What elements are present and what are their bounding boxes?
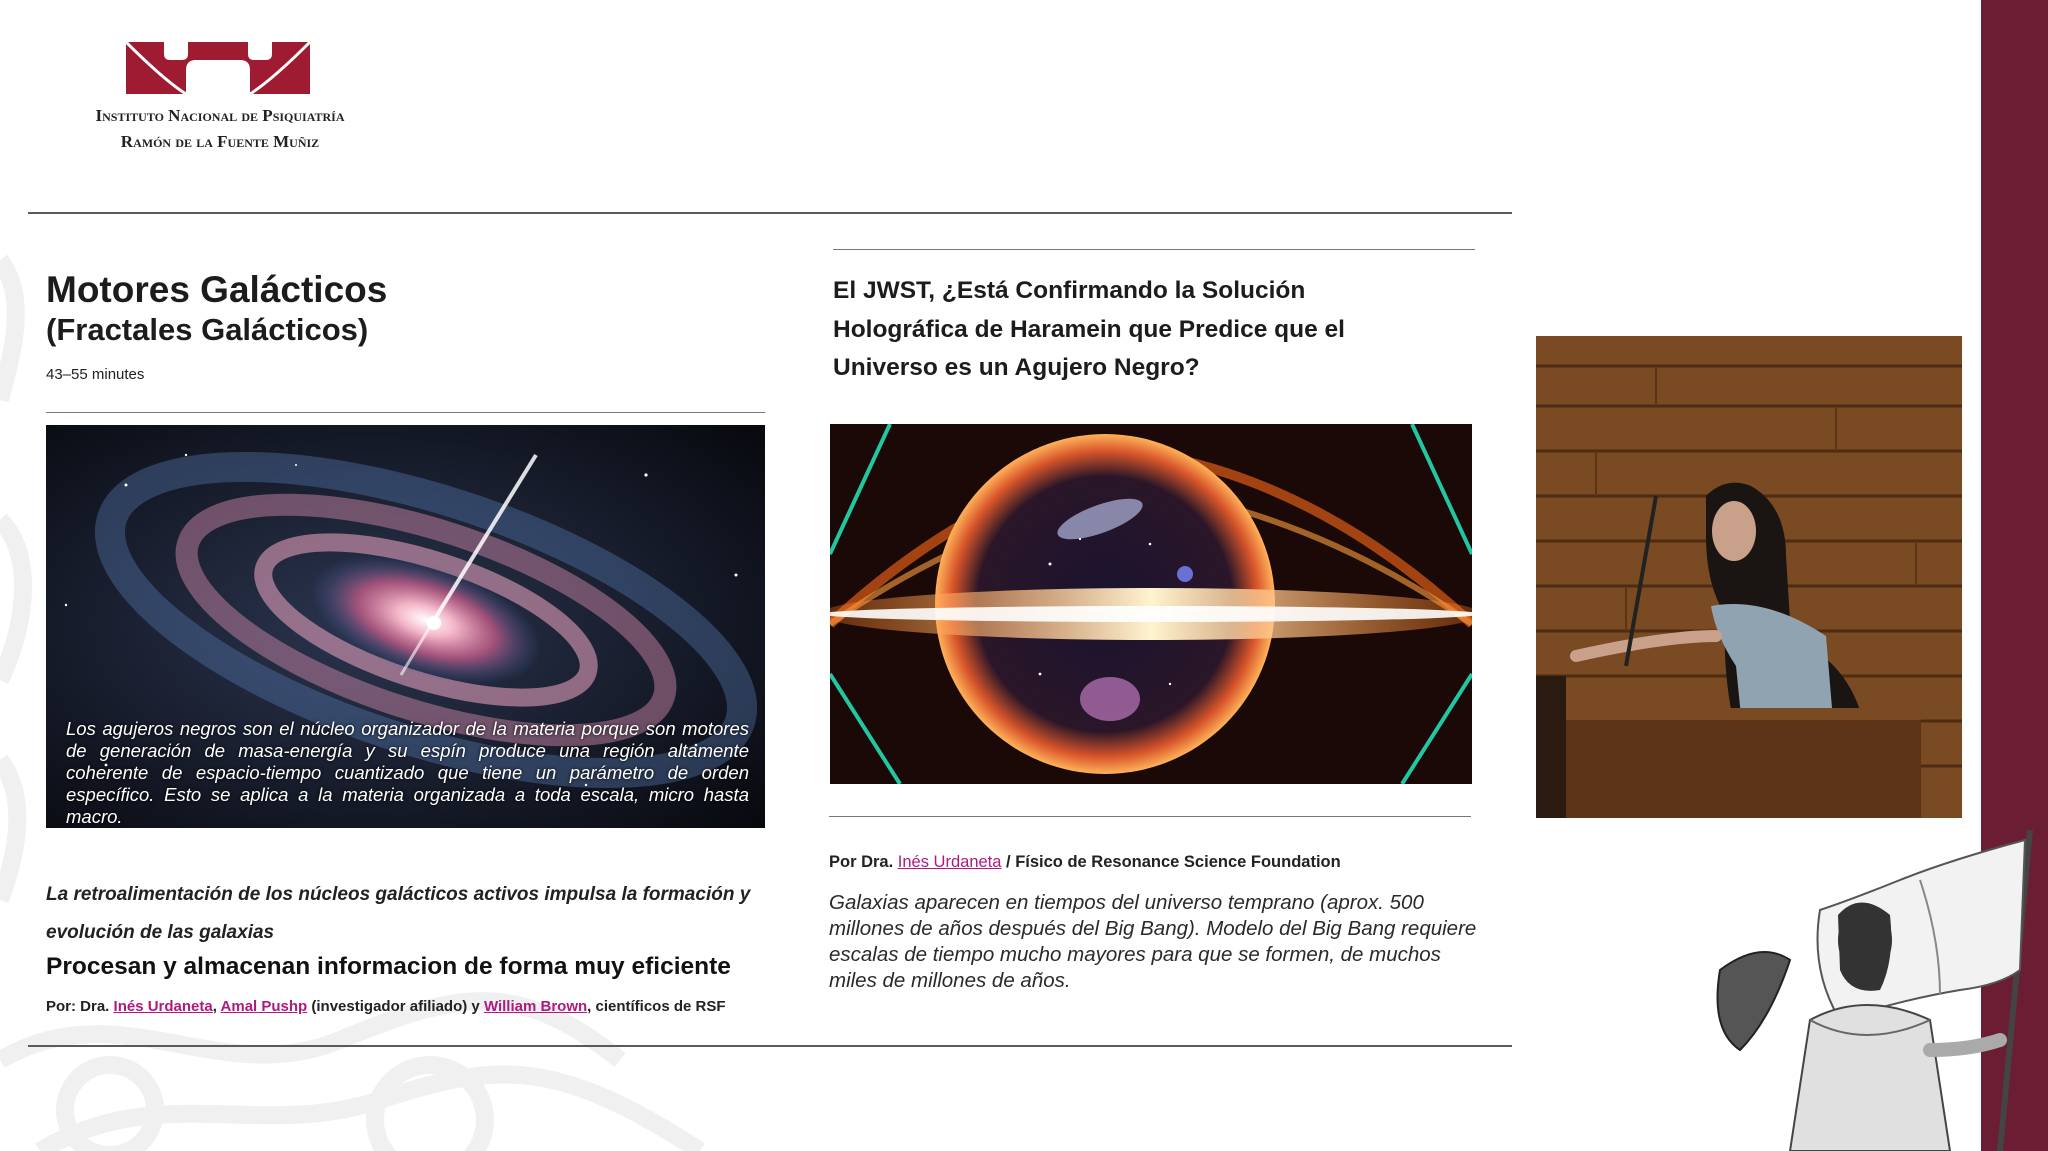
- authors-middle-text: (investigador afiliado) y: [311, 998, 480, 1015]
- right-top-divider: [833, 249, 1475, 250]
- institute-name-line2: Ramón de la Fuente Muñiz: [120, 132, 320, 151]
- byline-suffix: / Físico de Resonance Science Foundation: [1006, 853, 1341, 871]
- left-article-title: Motores Galácticos: [46, 269, 388, 310]
- left-article-subtitle: (Fractales Galácticos): [46, 312, 369, 347]
- right-article-body: Galaxias aparecen en tiempos del universo temprano (aprox. 500 millones de años después del Big Bang). Modelo del Big Bang requiere escalas de tiempo mucho mayores para que se formen, de muchos miles de millones de años.: [829, 891, 1477, 992]
- black-hole-universe-image: [830, 424, 1472, 784]
- right-article-title: El JWST, ¿Está Confirmando la Solución Holográfica de Haramein que Predice que el Universo es un Agujero Negro?: [833, 277, 1345, 381]
- authors-separator: ,: [212, 998, 217, 1015]
- left-article-quote: La retroalimentación de los núcleos galácticos activos impulsa la formación y evolución de las galaxias: [46, 884, 751, 943]
- authors-prefix: Por: Dra.: [46, 998, 110, 1015]
- speaker-video-feed: [1536, 336, 1962, 818]
- left-article-authors: [46, 998, 726, 1015]
- left-article-headline: Procesan y almacenan informacion de forma muy eficiente: [46, 953, 731, 980]
- author-link-ines-urdaneta[interactable]: Inés Urdaneta: [113, 998, 213, 1015]
- byline-prefix: Por Dra.: [829, 853, 894, 871]
- byline-author-link[interactable]: Inés Urdaneta: [897, 853, 1002, 871]
- black-hole-illustration: [830, 424, 1472, 784]
- right-image-divider: [829, 816, 1471, 817]
- authors-suffix: , científicos de RSF: [587, 998, 726, 1015]
- left-article-duration: 43–55 minutes: [46, 366, 145, 383]
- author-link-william-brown[interactable]: William Brown: [483, 998, 588, 1015]
- woman-with-flag-illustration: [1700, 820, 2048, 1151]
- institute-logo: [124, 40, 312, 96]
- galaxy-image-caption: Los agujeros negros son el núcleo organizador de la materia porque son motores de generación de masa-energía y su espín produce una región altamente coherente de espacio-tiempo cuantizado que tiene un parámetro de orden específico. Esto se aplica a la materia organizada a toda escala, micro hasta macro.: [66, 718, 749, 827]
- bottom-divider: [28, 1045, 1512, 1047]
- institute-name-line1: Instituto Nacional de Psiquiatría: [95, 106, 345, 125]
- author-link-amal-pushp[interactable]: Amal Pushp: [220, 998, 308, 1015]
- left-title-divider: [46, 412, 765, 413]
- top-divider: [28, 212, 1512, 214]
- right-article-byline: [829, 853, 1341, 872]
- institute-name: [40, 103, 400, 155]
- speaker-video-frame: [1536, 336, 1962, 818]
